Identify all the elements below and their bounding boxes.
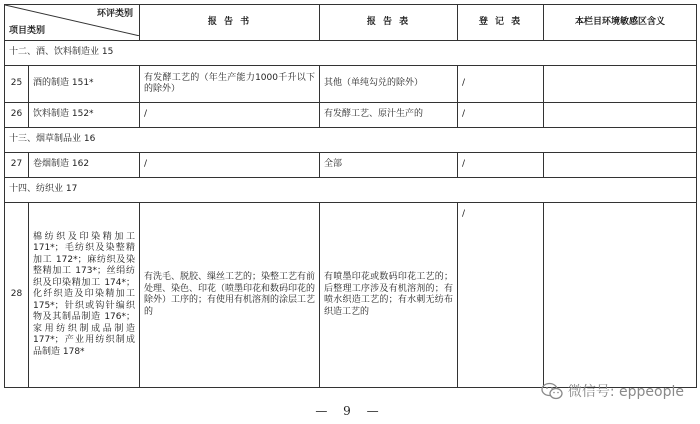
col-report-book: 报 告 书 bbox=[140, 5, 320, 41]
sensitive-cell bbox=[544, 203, 697, 388]
report-book-cell: 有发酵工艺的（年生产能力1000千升以下的除外） bbox=[140, 66, 320, 103]
section-title: 十二、酒、饮料制造业 15 bbox=[5, 41, 697, 66]
register-cell: / bbox=[458, 203, 544, 388]
table-row bbox=[5, 66, 697, 103]
row-number: 25 bbox=[5, 66, 29, 103]
project-name: 卷烟制造 162 bbox=[29, 153, 140, 178]
section-row bbox=[5, 178, 697, 203]
project-name: 棉纺织及印染精加工171*；毛纺织及染整精加工 172*；麻纺织及染整精加工 173*；丝绢纺织及印染精加工 174*；化纤织造及印染精加工 175*；针织或钩针编织物及其制品制造 176*；家用纺织制成品制造177*；产业用纺织制成品制造 178* bbox=[29, 203, 140, 388]
section-row bbox=[5, 128, 697, 153]
env-category-label: 环评类别 bbox=[96, 9, 133, 19]
row-number: 28 bbox=[5, 203, 29, 388]
project-name: 饮料制造 152* bbox=[29, 103, 140, 128]
sensitive-cell bbox=[544, 66, 697, 103]
watermark-text: 微信号: eppeople bbox=[567, 384, 684, 400]
report-book-cell: 有洗毛、脱胶、缫丝工艺的；染整工艺有前处理、染色、印花（喷墨印花和数码印花的除外）工序的；有使用有机溶剂的涂层工艺的 bbox=[140, 203, 320, 388]
watermark bbox=[541, 381, 684, 401]
project-name: 酒的制造 151* bbox=[29, 66, 140, 103]
catalog-table bbox=[4, 4, 697, 388]
register-cell: / bbox=[458, 66, 544, 103]
report-table-cell: 有发酵工艺、原汁生产的 bbox=[320, 103, 458, 128]
table-row bbox=[5, 103, 697, 128]
diagonal-header-cell bbox=[5, 5, 140, 41]
header-row bbox=[5, 5, 697, 41]
wechat-icon bbox=[541, 382, 563, 400]
col-report-table: 报 告 表 bbox=[320, 5, 458, 41]
section-title: 十三、烟草制品业 16 bbox=[5, 128, 697, 153]
register-cell: / bbox=[458, 153, 544, 178]
section-row bbox=[5, 41, 697, 66]
report-table-cell: 有喷墨印花或数码印花工艺的；后整理工序涉及有机溶剂的；有喷水织造工艺的；有水刺无纺布织造工艺的 bbox=[320, 203, 458, 388]
col-register: 登 记 表 bbox=[458, 5, 544, 41]
table-row bbox=[5, 203, 697, 388]
report-book-cell: / bbox=[140, 153, 320, 178]
report-book-cell: / bbox=[140, 103, 320, 128]
section-title: 十四、纺织业 17 bbox=[5, 178, 697, 203]
table-row bbox=[5, 153, 697, 178]
report-table-cell: 全部 bbox=[320, 153, 458, 178]
report-table-cell: 其他（单纯勾兑的除外） bbox=[320, 66, 458, 103]
page-number: — 9 — bbox=[315, 404, 385, 418]
row-number: 26 bbox=[5, 103, 29, 128]
sensitive-cell bbox=[544, 153, 697, 178]
row-number: 27 bbox=[5, 153, 29, 178]
sensitive-cell bbox=[544, 103, 697, 128]
project-category-label: 项目类别 bbox=[9, 25, 46, 36]
register-cell: / bbox=[458, 103, 544, 128]
col-sensitive-area: 本栏目环境敏感区含义 bbox=[544, 5, 697, 41]
